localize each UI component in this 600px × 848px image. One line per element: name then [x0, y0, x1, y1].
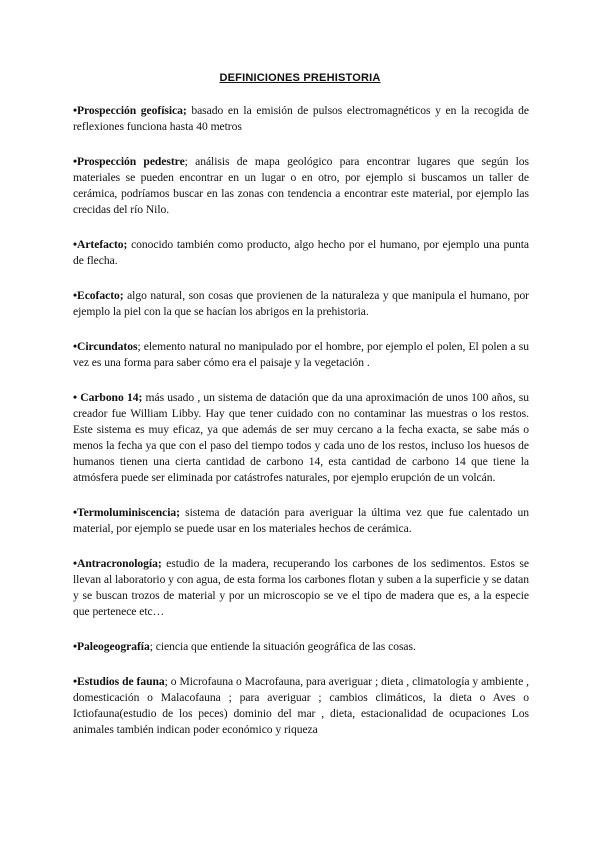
- definition-term: •Termoluminiscencia;: [73, 506, 180, 519]
- definition-entry: [73, 674, 529, 738]
- definition-entry: [73, 639, 529, 655]
- definition-term: •Prospección pedestre: [73, 155, 185, 168]
- definition-text: algo natural, son cosas que provienen de la naturaleza y que manipula el humano, por ejemplo la piel con la que se hacían los abrigos en la prehistoria.: [73, 289, 529, 318]
- document-body: [73, 103, 529, 757]
- definition-term: •Circundatos: [73, 340, 138, 353]
- document-title: DEFINICIONES PREHISTORIA: [219, 72, 381, 84]
- definition-text: más usado , un sistema de datación que da una aproximación de unos 100 años, su creador fue William Libby. Hay que tener cuidado con no contaminar las muestras o los restos. Este sistema es muy eficaz, ya que además de ser muy cercano a la fecha exacta, se sabe más o menos la fecha ya que con el paso del tiempo todos y cada uno de los restos, incluso los huesos de humanos tienen una cierta cantidad de carbono 14, esta cantidad de carbono 14 que tiene la atmósfera puede ser eliminada por catástrofes naturales, por ejemplo erupción de un volcán.: [73, 391, 529, 484]
- definition-entry: [73, 505, 529, 537]
- definition-text: ; elemento natural no manipulado por el hombre, por ejemplo el polen, El polen a su vez es una forma para saber cómo era el paisaje y la vegetación .: [73, 340, 529, 369]
- definition-text: conocido también como producto, algo hecho por el humano, por ejemplo una punta de flecha.: [73, 238, 529, 267]
- definition-term: •Antracronología;: [73, 557, 162, 570]
- definition-text: estudio de la madera, recuperando los carbones de los sedimentos. Estos se llevan al laboratorio y con agua, de esta forma los carbones flotan y suben a la superficie y se datan y se buscan trozos de material y por un microscopio se ve el tipo de madera que es, a la especie que pertenece etc…: [73, 557, 529, 618]
- definition-term: •Paleogeografía: [73, 640, 150, 653]
- definition-term: •Prospección geofísica;: [73, 104, 187, 117]
- definition-entry: [73, 556, 529, 620]
- definition-entry: [73, 288, 529, 320]
- definition-term: •Artefacto;: [73, 238, 128, 251]
- definition-text: ; ciencia que entiende la situación geográfica de las cosas.: [149, 640, 416, 653]
- definition-entry: [73, 154, 529, 218]
- definition-text: ; o Microfauna o Macrofauna, para averiguar ; dieta , climatología y ambiente , domesticación o Malacofauna ; para averiguar ; cambios climáticos, la dieta o Aves o Ictiofauna(estudio de los peces) dominio del mar , dieta, estacionalidad de ocupaciones Los animales también indican poder económico y riqueza: [73, 675, 529, 736]
- definition-term: •Estudios de fauna: [73, 675, 165, 688]
- definition-text: basado en la emisión de pulsos electromagnéticos y en la recogida de reflexiones funciona hasta 40 metros: [73, 104, 529, 133]
- definition-entry: [73, 339, 529, 371]
- definition-text: ; análisis de mapa geológico para encontrar lugares que según los materiales se pueden encontrar en un lugar o en otro, por ejemplo si buscamos un taller de cerámica, podríamos buscar en las zonas con tendencia a encontrar este material, por ejemplo las crecidas del río Nilo.: [73, 155, 529, 216]
- definition-text: sistema de datación para averiguar la última vez que fue calentado un material, por ejemplo se puede usar en los materiales hechos de cerámica.: [73, 506, 529, 535]
- definition-term: • Carbono 14;: [73, 391, 143, 404]
- definition-entry: [73, 237, 529, 269]
- definition-entry: [73, 103, 529, 135]
- definition-entry: [73, 390, 529, 486]
- definition-term: •Ecofacto;: [73, 289, 124, 302]
